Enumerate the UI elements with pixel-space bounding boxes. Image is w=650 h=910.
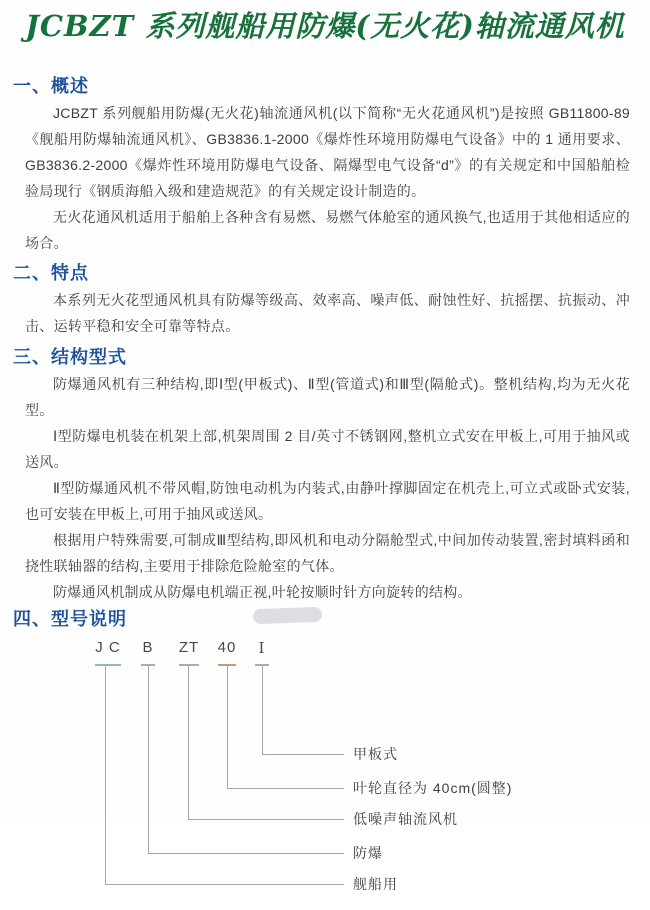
section-heading-structure: 三、结构型式 (13, 347, 127, 367)
structure-paragraph-2: Ⅰ型防爆电机装在机架上部,机架周围 2 目/英寸不锈钢网,整机立式安在甲板上,可用于抽风或送风。 (25, 428, 630, 470)
leader-hline-marine (105, 884, 344, 885)
features-paragraph-1: 本系列无火花型通风机具有防爆等级高、效率高、噪声低、耐蚀性好、抗摇摆、抗振动、冲击、运转平稳和安全可靠等特点。 (25, 292, 630, 334)
leader-hline-diameter (227, 788, 344, 789)
leader-vline-i (262, 666, 263, 754)
page-title: JCBZT 系列舰船用防爆(无火花)轴流通风机 (25, 9, 625, 43)
structure-paragraph-5: 防爆通风机制成从防爆电机端正视,叶轮按顺时针方向旋转的结构。 (53, 584, 472, 600)
leader-hline-lownoise (188, 819, 344, 820)
code-token-jc: J C (95, 639, 121, 656)
leader-vline-40 (227, 666, 228, 788)
overview-paragraph-1: JCBZT 系列舰船用防爆(无火花)轴流通风机(以下简称“无火花通风机”)是按照 GB11800-89《舰船用防爆轴流通风机》、GB3836.1-2000《爆炸性环境用防爆电气设备》中的 1 通用要求、GB3836.2-2000《爆炸性环境用防爆电气设备、隔爆型电气设备“d”》的有关规定和中国船舶检验局现行《钢质海船入级和建造规范》的有关规定设计制造的。 (25, 105, 630, 199)
code-token-b: B (142, 639, 154, 656)
overview-paragraph-2: 无火花通风机适用于船舶上各种含有易燃、易燃气体舱室的通风换气,也适用于其他相适应的场合。 (25, 209, 630, 251)
section-heading-features: 二、特点 (13, 263, 89, 283)
structure-paragraph-1: 防爆通风机有三种结构,即Ⅰ型(甲板式)、Ⅱ型(管道式)和Ⅲ型(隔舱式)。整机结构,均为无火花型。 (25, 376, 630, 418)
diagram-label-exproof: 防爆 (353, 845, 383, 861)
structure-paragraph-3: Ⅱ型防爆通风机不带风帽,防蚀电动机为内装式,由静叶撑脚固定在机壳上,可立式或卧式安装,也可安装在甲板上,可用于抽风或送风。 (25, 480, 630, 522)
section-heading-overview: 一、概述 (13, 76, 89, 96)
structure-paragraph-4: 根据用户特殊需要,可制成Ⅲ型结构,即风机和电动分隔舱型式,中间加传动装置,密封填料函和挠性联轴器的结构,主要用于排除危险舱室的气体。 (25, 532, 630, 574)
section-heading-model-text: 四、型号说明 (13, 609, 127, 629)
section-heading-model (0, 607, 650, 631)
scan-smudge-mark (253, 607, 322, 624)
catalog-page (0, 6, 650, 892)
leader-vline-zt (188, 666, 189, 819)
leader-vline-jc (105, 666, 106, 884)
leader-hline-exproof (148, 853, 344, 854)
code-token-zt: ZT (178, 639, 200, 656)
diagram-label-diameter: 叶轮直径为 40cm(圆整) (353, 780, 513, 796)
leader-vline-b (148, 666, 149, 853)
leader-hline-deck (262, 754, 344, 755)
code-token-i: I (258, 639, 266, 657)
diagram-label-marine: 舰船用 (353, 876, 398, 892)
diagram-label-lownoise: 低噪声轴流风机 (353, 811, 458, 827)
code-underline-zt (179, 664, 199, 666)
code-token-40: 40 (217, 639, 237, 656)
diagram-label-deck: 甲板式 (353, 746, 398, 762)
code-underline-jc (95, 664, 121, 666)
model-code-diagram (0, 633, 650, 910)
